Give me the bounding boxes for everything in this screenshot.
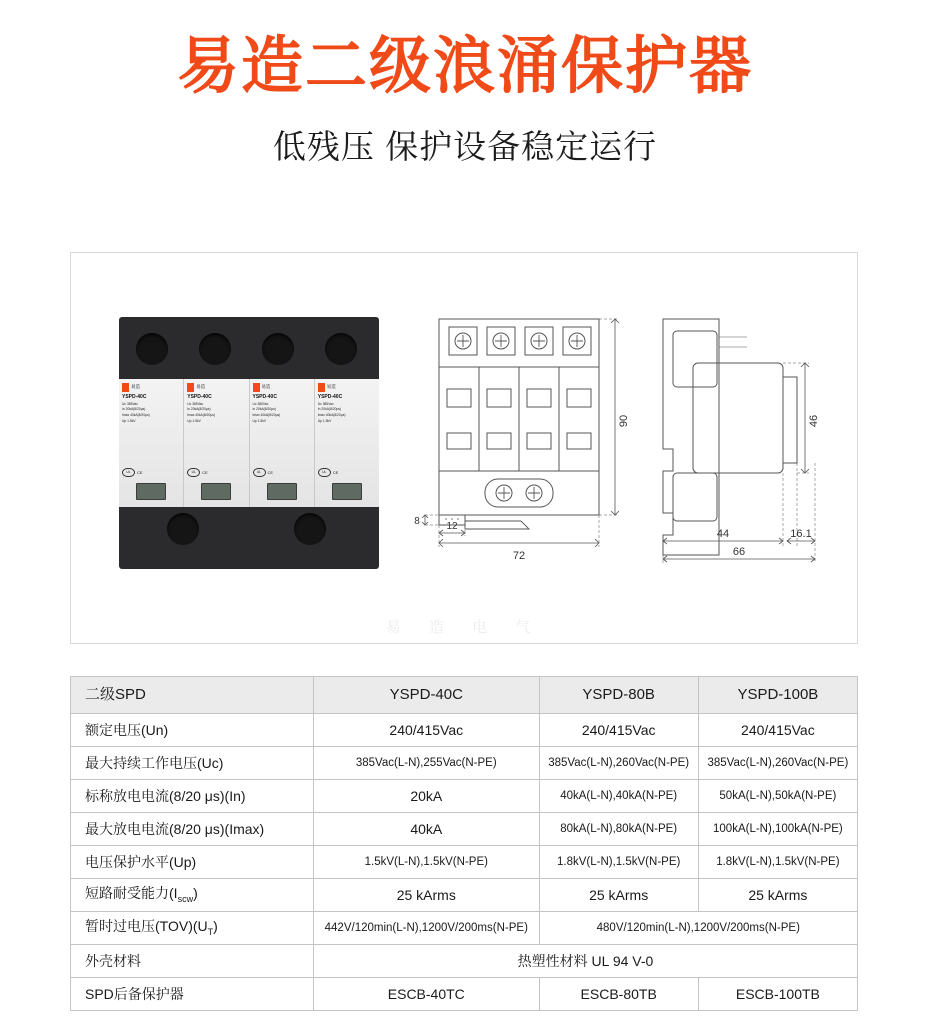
table-row xyxy=(71,912,858,945)
terminal-hole xyxy=(262,333,294,365)
specification-table xyxy=(70,676,858,1011)
row-value: 442V/120min(L-N),1200V/200ms(N-PE) xyxy=(314,912,540,945)
terminal-hole xyxy=(136,333,168,365)
module-spec-line: Uc 385Vac xyxy=(317,401,334,406)
table-row xyxy=(71,879,858,912)
ce-mark-icon: CE xyxy=(137,470,143,475)
page-subtitle: 低残压 保护设备稳定运行 xyxy=(272,128,658,166)
module-model: YSPD-40C xyxy=(122,394,147,400)
row-value: 80kA(L-N),80kA(N-PE) xyxy=(539,813,698,846)
brand-name: 易造 xyxy=(131,384,140,390)
product-drawing-panel xyxy=(70,252,858,644)
module-spec-line: Up 1.5kV xyxy=(187,418,201,423)
row-label: 暂时过电压$(TOV)(U_T)$ xyxy=(71,912,314,945)
certification-marks xyxy=(318,468,339,477)
page-title: 易造二级浪涌保护器 xyxy=(176,32,753,101)
dim-front-width: 72 xyxy=(512,550,526,562)
row-label: 短路耐受能力$(I_{scw})$ xyxy=(71,879,314,912)
table-row xyxy=(71,813,858,846)
status-window xyxy=(267,483,297,500)
certification-marks xyxy=(187,468,208,477)
module-spec-line: In 20kA(8/20μs) xyxy=(317,407,342,412)
status-window xyxy=(332,483,362,500)
table-header-row xyxy=(71,677,858,714)
logo-mark-icon xyxy=(318,383,325,392)
terminal-hole xyxy=(199,333,231,365)
row-label: 最大放电电流(8/20 μs)(Imax) xyxy=(71,813,314,846)
logo-mark-icon xyxy=(122,383,129,392)
module-model: YSPD-40C xyxy=(252,394,277,400)
module-model: YSPD-40C xyxy=(317,394,343,400)
module-spec-line: Imax 40kA(8/20μs) xyxy=(252,413,281,418)
terminal-hole xyxy=(294,513,326,545)
module-spec-line: Imax 40kA(8/20μs) xyxy=(317,413,346,418)
brand-name: 易造 xyxy=(196,384,206,390)
certification-marks xyxy=(253,468,274,477)
logo-mark-icon xyxy=(253,383,260,392)
row-value: 热塑性材料 UL 94 V-0 xyxy=(314,945,858,978)
row-value: 40kA xyxy=(314,813,540,846)
table-header-cell: YSPD-40C xyxy=(314,677,540,714)
terminal-hole xyxy=(167,513,199,545)
dimension-drawing-svg xyxy=(401,297,851,597)
row-label: 外壳材料 xyxy=(71,945,314,978)
table-header-cell: 二级SPD xyxy=(71,677,314,714)
top-terminal-holes xyxy=(119,323,379,375)
spd-module xyxy=(315,379,379,507)
module-spec-line: Uc 385Vac xyxy=(122,401,138,406)
row-value: 20kA xyxy=(314,780,540,813)
row-value: 385Vac(L-N),260Vac(N-PE) xyxy=(539,747,698,780)
row-value: 100kA(L-N),100kA(N-PE) xyxy=(698,813,857,846)
row-value: 25 kArms xyxy=(539,879,698,912)
table-row xyxy=(71,846,858,879)
module-spec-line: Up 1.5kV xyxy=(317,418,332,423)
spd-module xyxy=(184,379,249,507)
terminal-hole xyxy=(325,333,357,365)
row-label: 电压保护水平(Up) xyxy=(71,846,314,879)
row-value: 240/415Vac xyxy=(698,714,857,747)
logo-mark-icon xyxy=(187,383,194,392)
row-value: ESCB-80TB xyxy=(539,978,698,1011)
ce-mark-icon: CE xyxy=(267,470,274,475)
brand-logo xyxy=(122,383,180,392)
brand-logo xyxy=(187,383,245,392)
brand-logo xyxy=(253,383,311,392)
module-spec-line: Imax 40kA(8/20μs) xyxy=(187,413,215,418)
certification-marks xyxy=(122,468,143,477)
row-value: 480V/120min(L-N),1200V/200ms(N-PE) xyxy=(539,912,857,945)
ce-mark-icon: CE xyxy=(332,470,339,475)
page-header xyxy=(0,0,930,168)
row-value: 1.5kV(L-N),1.5kV(N-PE) xyxy=(314,846,540,879)
row-value: 240/415Vac xyxy=(314,714,540,747)
row-value: 240/415Vac xyxy=(539,714,698,747)
row-value: 385Vac(L-N),260Vac(N-PE) xyxy=(698,747,857,780)
dim-side-height: 46 xyxy=(808,414,820,428)
table-row xyxy=(71,978,858,1011)
row-value: ESCB-100TB xyxy=(698,978,857,1011)
table-row xyxy=(71,945,858,978)
row-value: 385Vac(L-N),255Vac(N-PE) xyxy=(314,747,540,780)
module-spec-line: Up 1.5kV xyxy=(252,418,267,423)
row-value: 1.8kV(L-N),1.5kV(N-PE) xyxy=(539,846,698,879)
ul-mark-icon: UL xyxy=(318,468,331,477)
module-spec-line: Imax 40kA(8/20μs) xyxy=(122,413,150,418)
table-row xyxy=(71,747,858,780)
dim-front-foot: 12 xyxy=(446,521,458,532)
spd-module xyxy=(250,379,315,507)
module-spec-line: Up 1.5kV xyxy=(122,418,136,423)
ul-mark-icon: UL xyxy=(253,468,266,477)
module-spec-line: Uc 385Vac xyxy=(187,401,204,406)
ul-mark-icon: UL xyxy=(187,468,200,477)
spd-module xyxy=(119,379,184,507)
technical-drawings xyxy=(401,297,851,602)
module-model: YSPD-40C xyxy=(187,394,212,400)
dim-side-depth-main: 44 xyxy=(716,528,730,540)
row-value: 25 kArms xyxy=(698,879,857,912)
row-value: 50kA(L-N),50kA(N-PE) xyxy=(698,780,857,813)
row-label: SPD后备保护器 xyxy=(71,978,314,1011)
row-value: ESCB-40TC xyxy=(314,978,540,1011)
dim-front-height: 90 xyxy=(618,414,630,428)
brand-name: 易造 xyxy=(261,384,271,390)
ce-mark-icon: CE xyxy=(202,470,208,475)
watermark-text: 易 造 电 气 xyxy=(385,619,543,636)
row-label: 最大持续工作电压(Uc) xyxy=(71,747,314,780)
product-photo xyxy=(119,317,379,569)
module-spec-line: In 20kA(8/20μs) xyxy=(252,407,276,412)
row-value: 25 kArms xyxy=(314,879,540,912)
status-window xyxy=(136,483,166,500)
table-header-cell: YSPD-100B xyxy=(698,677,857,714)
status-window xyxy=(201,483,231,500)
dim-side-depth-rear: 16.1 xyxy=(790,528,812,540)
row-label: 标称放电电流(8/20 μs)(In) xyxy=(71,780,314,813)
module-spec-line: In 20kA(8/20μs) xyxy=(122,407,146,412)
ul-mark-icon: UL xyxy=(122,468,135,477)
table-row xyxy=(71,714,858,747)
module-spec-line: Uc 385Vac xyxy=(252,401,269,406)
dim-front-lip: 8 xyxy=(414,516,420,527)
table-header-cell: YSPD-80B xyxy=(539,677,698,714)
row-value: 1.8kV(L-N),1.5kV(N-PE) xyxy=(698,846,857,879)
bottom-terminal-holes xyxy=(119,507,379,559)
dim-side-depth-total: 66 xyxy=(732,546,746,558)
table-row xyxy=(71,780,858,813)
module-row xyxy=(119,379,379,507)
row-value: 40kA(L-N),40kA(N-PE) xyxy=(539,780,698,813)
brand-logo xyxy=(318,383,376,392)
module-spec-line: In 20kA(8/20μs) xyxy=(187,407,211,412)
row-label: 额定电压(Un) xyxy=(71,714,314,747)
brand-name: 易造 xyxy=(326,384,336,390)
